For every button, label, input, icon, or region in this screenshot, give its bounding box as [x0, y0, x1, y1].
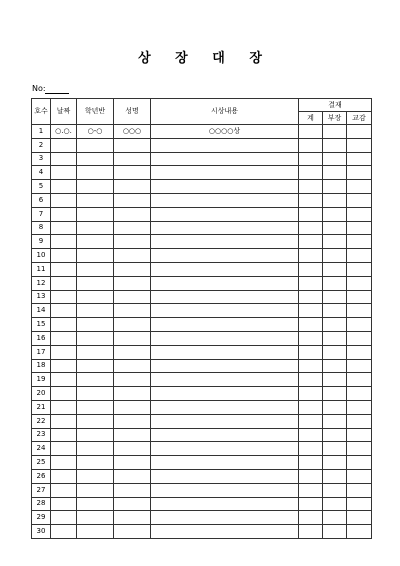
cell-class	[77, 442, 114, 456]
cell-class	[77, 400, 114, 414]
cell-approval-staff	[299, 511, 323, 525]
header-name: 성명	[114, 99, 151, 125]
header-approval: 결재	[299, 99, 372, 112]
table-row	[32, 345, 372, 359]
cell-approval-vice	[347, 428, 372, 442]
cell-num: 20	[32, 387, 51, 401]
cell-approval-vice	[347, 166, 372, 180]
table-row	[32, 483, 372, 497]
cell-class: ○-○	[77, 125, 114, 139]
cell-approval-staff	[299, 276, 323, 290]
cell-approval-head	[323, 318, 347, 332]
cell-content	[151, 428, 299, 442]
cell-date	[51, 428, 77, 442]
cell-name	[114, 456, 151, 470]
cell-approval-vice	[347, 442, 372, 456]
cell-num: 22	[32, 414, 51, 428]
cell-name	[114, 235, 151, 249]
cell-num: 13	[32, 290, 51, 304]
cell-approval-vice	[347, 290, 372, 304]
cell-name	[114, 276, 151, 290]
cell-approval-head	[323, 456, 347, 470]
cell-date	[51, 511, 77, 525]
cell-name	[114, 373, 151, 387]
cell-class	[77, 331, 114, 345]
document-number-label: No:	[32, 84, 46, 93]
cell-content	[151, 373, 299, 387]
cell-class	[77, 193, 114, 207]
cell-approval-vice	[347, 193, 372, 207]
cell-approval-staff	[299, 262, 323, 276]
cell-approval-vice	[347, 387, 372, 401]
cell-name	[114, 221, 151, 235]
cell-approval-staff	[299, 304, 323, 318]
cell-name	[114, 152, 151, 166]
cell-approval-vice	[347, 304, 372, 318]
ledger-body	[32, 125, 372, 539]
cell-approval-vice	[347, 469, 372, 483]
cell-approval-vice	[347, 180, 372, 194]
cell-approval-staff	[299, 138, 323, 152]
cell-content	[151, 456, 299, 470]
cell-date	[51, 262, 77, 276]
cell-date	[51, 525, 77, 539]
cell-name	[114, 511, 151, 525]
header-class: 학년반	[77, 99, 114, 125]
cell-approval-staff	[299, 525, 323, 539]
cell-class	[77, 180, 114, 194]
cell-approval-head	[323, 469, 347, 483]
cell-approval-staff	[299, 290, 323, 304]
cell-class	[77, 207, 114, 221]
table-row	[32, 249, 372, 263]
table-row	[32, 318, 372, 332]
cell-class	[77, 152, 114, 166]
cell-approval-head	[323, 511, 347, 525]
cell-content	[151, 152, 299, 166]
cell-approval-vice	[347, 373, 372, 387]
table-row	[32, 166, 372, 180]
cell-class	[77, 276, 114, 290]
cell-approval-staff	[299, 387, 323, 401]
cell-num: 8	[32, 221, 51, 235]
table-row	[32, 331, 372, 345]
cell-approval-vice	[347, 138, 372, 152]
cell-content	[151, 138, 299, 152]
cell-date	[51, 207, 77, 221]
table-row	[32, 290, 372, 304]
cell-approval-staff	[299, 456, 323, 470]
header-approval-vice: 교감	[347, 112, 372, 125]
cell-class	[77, 414, 114, 428]
cell-name	[114, 207, 151, 221]
cell-date	[51, 152, 77, 166]
cell-name	[114, 345, 151, 359]
table-row	[32, 428, 372, 442]
cell-approval-staff	[299, 345, 323, 359]
table-row	[32, 400, 372, 414]
cell-class	[77, 304, 114, 318]
cell-approval-vice	[347, 483, 372, 497]
cell-approval-head	[323, 138, 347, 152]
cell-num: 19	[32, 373, 51, 387]
cell-name	[114, 387, 151, 401]
table-row	[32, 276, 372, 290]
cell-date	[51, 442, 77, 456]
cell-class	[77, 511, 114, 525]
cell-date	[51, 304, 77, 318]
cell-approval-head	[323, 331, 347, 345]
cell-num: 24	[32, 442, 51, 456]
cell-date	[51, 400, 77, 414]
cell-content	[151, 414, 299, 428]
cell-name	[114, 193, 151, 207]
cell-class	[77, 138, 114, 152]
cell-name	[114, 469, 151, 483]
cell-num: 21	[32, 400, 51, 414]
table-row	[32, 235, 372, 249]
cell-num: 28	[32, 497, 51, 511]
cell-num: 16	[32, 331, 51, 345]
cell-num: 25	[32, 456, 51, 470]
document-number-line	[45, 93, 69, 94]
cell-num: 4	[32, 166, 51, 180]
cell-name	[114, 331, 151, 345]
cell-date	[51, 276, 77, 290]
cell-num: 6	[32, 193, 51, 207]
cell-name	[114, 525, 151, 539]
cell-date	[51, 497, 77, 511]
table-row	[32, 414, 372, 428]
cell-num: 7	[32, 207, 51, 221]
cell-content	[151, 483, 299, 497]
cell-approval-staff	[299, 152, 323, 166]
cell-content	[151, 235, 299, 249]
cell-approval-head	[323, 428, 347, 442]
cell-approval-vice	[347, 276, 372, 290]
cell-class	[77, 318, 114, 332]
cell-content	[151, 345, 299, 359]
cell-content	[151, 359, 299, 373]
table-row	[32, 138, 372, 152]
table-row	[32, 304, 372, 318]
cell-approval-head	[323, 262, 347, 276]
cell-num: 23	[32, 428, 51, 442]
cell-name	[114, 428, 151, 442]
table-row	[32, 387, 372, 401]
cell-content	[151, 318, 299, 332]
cell-approval-head	[323, 483, 347, 497]
cell-approval-vice	[347, 235, 372, 249]
cell-class	[77, 235, 114, 249]
cell-approval-head	[323, 276, 347, 290]
cell-name: ○○○	[114, 125, 151, 139]
cell-approval-head	[323, 166, 347, 180]
cell-num: 9	[32, 235, 51, 249]
table-row	[32, 373, 372, 387]
cell-date	[51, 290, 77, 304]
table-row	[32, 456, 372, 470]
cell-class	[77, 497, 114, 511]
table-row	[32, 359, 372, 373]
cell-approval-vice	[347, 400, 372, 414]
table-row	[32, 152, 372, 166]
cell-name	[114, 442, 151, 456]
cell-date: ○.○.	[51, 125, 77, 139]
award-ledger-table	[31, 98, 372, 539]
cell-date	[51, 138, 77, 152]
cell-date	[51, 249, 77, 263]
cell-name	[114, 262, 151, 276]
table-row	[32, 262, 372, 276]
cell-num: 1	[32, 125, 51, 139]
cell-approval-vice	[347, 345, 372, 359]
cell-approval-vice	[347, 359, 372, 373]
cell-class	[77, 469, 114, 483]
cell-approval-staff	[299, 359, 323, 373]
cell-content	[151, 249, 299, 263]
cell-date	[51, 456, 77, 470]
cell-class	[77, 166, 114, 180]
cell-approval-vice	[347, 525, 372, 539]
cell-approval-head	[323, 207, 347, 221]
cell-approval-head	[323, 304, 347, 318]
cell-class	[77, 373, 114, 387]
cell-class	[77, 262, 114, 276]
cell-num: 2	[32, 138, 51, 152]
cell-approval-staff	[299, 469, 323, 483]
table-row	[32, 442, 372, 456]
cell-content	[151, 166, 299, 180]
cell-approval-head	[323, 235, 347, 249]
cell-approval-vice	[347, 152, 372, 166]
cell-approval-head	[323, 525, 347, 539]
cell-num: 11	[32, 262, 51, 276]
page-title: 상 장 대 장	[138, 51, 272, 66]
cell-date	[51, 414, 77, 428]
cell-approval-head	[323, 373, 347, 387]
cell-class	[77, 345, 114, 359]
cell-num: 5	[32, 180, 51, 194]
cell-approval-head	[323, 359, 347, 373]
cell-approval-staff	[299, 442, 323, 456]
table-row	[32, 525, 372, 539]
cell-approval-vice	[347, 414, 372, 428]
cell-approval-staff	[299, 125, 323, 139]
cell-content	[151, 304, 299, 318]
cell-date	[51, 180, 77, 194]
cell-num: 27	[32, 483, 51, 497]
cell-num: 12	[32, 276, 51, 290]
cell-date	[51, 166, 77, 180]
cell-num: 18	[32, 359, 51, 373]
cell-date	[51, 483, 77, 497]
cell-approval-staff	[299, 400, 323, 414]
cell-num: 30	[32, 525, 51, 539]
cell-num: 15	[32, 318, 51, 332]
cell-class	[77, 483, 114, 497]
cell-content	[151, 497, 299, 511]
cell-name	[114, 180, 151, 194]
cell-date	[51, 235, 77, 249]
cell-num: 29	[32, 511, 51, 525]
table-row	[32, 469, 372, 483]
cell-approval-staff	[299, 318, 323, 332]
cell-approval-staff	[299, 235, 323, 249]
cell-approval-staff	[299, 221, 323, 235]
cell-approval-staff	[299, 373, 323, 387]
cell-num: 14	[32, 304, 51, 318]
cell-date	[51, 359, 77, 373]
cell-name	[114, 304, 151, 318]
cell-approval-vice	[347, 125, 372, 139]
cell-content	[151, 331, 299, 345]
cell-content	[151, 290, 299, 304]
cell-name	[114, 414, 151, 428]
cell-class	[77, 387, 114, 401]
cell-class	[77, 359, 114, 373]
cell-class	[77, 290, 114, 304]
cell-approval-vice	[347, 207, 372, 221]
cell-approval-staff	[299, 180, 323, 194]
cell-approval-staff	[299, 249, 323, 263]
cell-date	[51, 318, 77, 332]
cell-approval-vice	[347, 331, 372, 345]
cell-approval-staff	[299, 428, 323, 442]
cell-name	[114, 249, 151, 263]
cell-num: 17	[32, 345, 51, 359]
cell-approval-head	[323, 152, 347, 166]
cell-content	[151, 180, 299, 194]
cell-approval-head	[323, 193, 347, 207]
table-row	[32, 511, 372, 525]
cell-approval-staff	[299, 414, 323, 428]
cell-content	[151, 221, 299, 235]
cell-approval-head	[323, 290, 347, 304]
cell-content: ○○○○상	[151, 125, 299, 139]
cell-approval-vice	[347, 262, 372, 276]
cell-content	[151, 511, 299, 525]
header-num: 호수	[32, 99, 51, 125]
cell-approval-head	[323, 249, 347, 263]
cell-approval-head	[323, 400, 347, 414]
cell-content	[151, 400, 299, 414]
cell-approval-head	[323, 345, 347, 359]
cell-content	[151, 469, 299, 483]
header-content: 시상내용	[151, 99, 299, 125]
cell-date	[51, 387, 77, 401]
cell-content	[151, 525, 299, 539]
cell-num: 10	[32, 249, 51, 263]
cell-approval-head	[323, 125, 347, 139]
cell-name	[114, 497, 151, 511]
cell-name	[114, 166, 151, 180]
cell-approval-head	[323, 497, 347, 511]
cell-content	[151, 193, 299, 207]
cell-approval-head	[323, 387, 347, 401]
header-approval-head: 부장	[323, 112, 347, 125]
cell-approval-head	[323, 221, 347, 235]
cell-approval-staff	[299, 166, 323, 180]
cell-content	[151, 387, 299, 401]
cell-name	[114, 290, 151, 304]
cell-num: 26	[32, 469, 51, 483]
cell-class	[77, 456, 114, 470]
header-date: 날짜	[51, 99, 77, 125]
cell-approval-staff	[299, 207, 323, 221]
cell-date	[51, 193, 77, 207]
table-row	[32, 193, 372, 207]
cell-name	[114, 138, 151, 152]
cell-approval-head	[323, 414, 347, 428]
cell-approval-vice	[347, 249, 372, 263]
cell-approval-staff	[299, 497, 323, 511]
table-row	[32, 221, 372, 235]
table-row	[32, 180, 372, 194]
cell-content	[151, 276, 299, 290]
cell-approval-head	[323, 180, 347, 194]
cell-approval-vice	[347, 221, 372, 235]
cell-content	[151, 442, 299, 456]
cell-class	[77, 428, 114, 442]
table-row	[32, 125, 372, 139]
cell-approval-vice	[347, 318, 372, 332]
cell-approval-head	[323, 442, 347, 456]
cell-approval-vice	[347, 511, 372, 525]
cell-date	[51, 469, 77, 483]
header-approval-staff: 계	[299, 112, 323, 125]
cell-name	[114, 318, 151, 332]
cell-approval-staff	[299, 193, 323, 207]
table-row	[32, 497, 372, 511]
cell-approval-vice	[347, 456, 372, 470]
cell-class	[77, 249, 114, 263]
cell-name	[114, 359, 151, 373]
cell-class	[77, 221, 114, 235]
cell-content	[151, 207, 299, 221]
cell-class	[77, 525, 114, 539]
cell-date	[51, 221, 77, 235]
cell-approval-staff	[299, 483, 323, 497]
cell-date	[51, 345, 77, 359]
cell-approval-vice	[347, 497, 372, 511]
cell-approval-staff	[299, 331, 323, 345]
cell-content	[151, 262, 299, 276]
cell-date	[51, 331, 77, 345]
table-row	[32, 207, 372, 221]
cell-num: 3	[32, 152, 51, 166]
cell-name	[114, 400, 151, 414]
cell-name	[114, 483, 151, 497]
cell-date	[51, 373, 77, 387]
